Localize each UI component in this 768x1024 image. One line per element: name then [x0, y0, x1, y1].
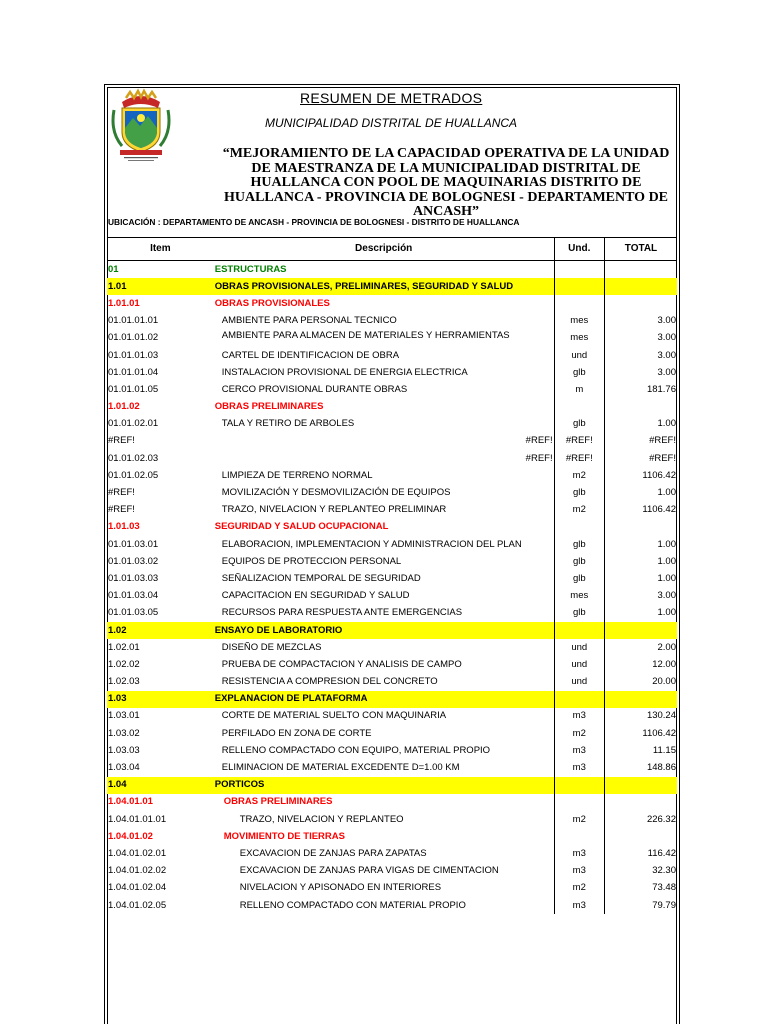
- cell-total: 1106.42: [642, 469, 676, 481]
- cell-unit: [554, 295, 604, 312]
- table-row: [107, 278, 677, 295]
- cell-unit: m3: [554, 863, 604, 880]
- table-row: [107, 467, 677, 484]
- cell-description: EQUIPOS DE PROTECCION PERSONAL: [221, 555, 402, 567]
- cell-item: 1.03: [107, 691, 214, 708]
- cell-item: #REF!: [108, 504, 135, 516]
- cell-unit: glb: [554, 484, 604, 501]
- cell-total: [604, 777, 677, 794]
- cell-total: 1106.42: [642, 727, 676, 739]
- cell-unit: [554, 278, 604, 295]
- cell-item: 01.01.02.03: [108, 452, 159, 464]
- cell-description: RECURSOS PARA RESPUESTA ANTE EMERGENCIAS: [221, 607, 463, 619]
- table-row: [107, 433, 677, 450]
- cell-description: MOVILIZACIÓN Y DESMOVILIZACIÓN DE EQUIPOS: [221, 487, 451, 499]
- cell-total: 1.00: [657, 572, 676, 584]
- table-row: [107, 845, 677, 862]
- cell-item: 01.01.03.02: [108, 555, 159, 567]
- cell-total: 79.79: [652, 899, 676, 911]
- cell-description: OBRAS PROVISIONALES: [214, 297, 330, 309]
- table-row: [107, 674, 677, 691]
- cell-unit: m3: [554, 708, 604, 725]
- cell-item: 1.04.01.01.01: [108, 813, 167, 825]
- cell-item: 1.01: [107, 278, 214, 295]
- cell-item: #REF!: [108, 487, 135, 499]
- cell-unit: [554, 828, 604, 845]
- cell-total: 3.00: [657, 315, 676, 327]
- cell-item: 01.01.01.01: [108, 315, 159, 327]
- table-row: [107, 261, 677, 279]
- cell-unit: glb: [554, 570, 604, 587]
- cell-description: SEÑALIZACION TEMPORAL DE SEGURIDAD: [221, 572, 421, 584]
- cell-total: 1106.42: [642, 504, 676, 516]
- cell-unit: und: [554, 656, 604, 673]
- cell-item: 1.02: [107, 622, 214, 639]
- cell-description: TALA Y RETIRO DE ARBOLES: [221, 418, 355, 430]
- cell-description: SEGURIDAD Y SALUD OCUPACIONAL: [214, 521, 389, 533]
- table-row: [107, 639, 677, 656]
- table-row: [107, 777, 677, 794]
- cell-total: [604, 622, 677, 639]
- table-row: [107, 313, 677, 330]
- cell-description: ELABORACION, IMPLEMENTACION Y ADMINISTRACION DEL PLAN: [221, 538, 522, 550]
- cell-description: #REF!: [525, 435, 553, 447]
- cell-total: 73.48: [652, 882, 676, 894]
- cell-item: 1.04.01.02.05: [108, 899, 167, 911]
- cell-total: 11.15: [652, 744, 676, 756]
- cell-total: 130.24: [646, 710, 676, 722]
- cell-unit: m3: [554, 742, 604, 759]
- cell-total: #REF!: [649, 452, 676, 464]
- cell-item: 01.01.02.05: [108, 469, 159, 481]
- column-header-und: Und.: [554, 238, 604, 261]
- document-title: RESUMEN DE METRADOS: [300, 90, 483, 106]
- cell-total: [604, 399, 677, 416]
- cell-description: PORTICOS: [214, 777, 554, 794]
- cell-unit: [554, 622, 604, 639]
- cell-description: LIMPIEZA DE TERRENO NORMAL: [221, 469, 373, 481]
- cell-description: RELLENO COMPACTADO CON EQUIPO, MATERIAL PROPIO: [221, 744, 491, 756]
- cell-item: 1.02.01: [108, 641, 140, 653]
- cell-unit: m3: [554, 897, 604, 914]
- cell-total: 3.00: [657, 366, 676, 378]
- cell-unit: und: [554, 639, 604, 656]
- cell-total: 20.00: [652, 676, 676, 688]
- cell-total: 3.00: [657, 590, 676, 602]
- cell-unit: glb: [554, 416, 604, 433]
- cell-description: ELIMINACION DE MATERIAL EXCEDENTE D=1.00 KM: [221, 762, 460, 774]
- cell-total: #REF!: [649, 435, 676, 447]
- cell-total: [604, 261, 677, 279]
- cell-unit: #REF!: [554, 433, 604, 450]
- cell-description: AMBIENTE PARA PERSONAL TECNICO: [221, 315, 397, 327]
- cell-item: 01.01.03.03: [108, 572, 159, 584]
- cell-total: 3.00: [657, 349, 676, 361]
- cell-unit: m2: [554, 880, 604, 897]
- table-row: [107, 347, 677, 364]
- cell-description: RELLENO COMPACTADO CON MATERIAL PROPIO: [239, 899, 466, 911]
- cell-total: 1.00: [657, 555, 676, 567]
- table-row: [107, 811, 677, 828]
- cell-description: RESISTENCIA A COMPRESION DEL CONCRETO: [221, 676, 438, 688]
- cell-item: 01.01.01.04: [108, 366, 159, 378]
- cell-unit: [554, 261, 604, 279]
- table-row: [107, 536, 677, 553]
- cell-description: AMBIENTE PARA ALMACEN DE MATERIALES Y HERRAMIENTAS: [221, 329, 510, 341]
- cell-total: 32.30: [652, 865, 676, 877]
- cell-description: OBRAS PRELIMINARES: [223, 796, 333, 808]
- cell-unit: [554, 691, 604, 708]
- cell-total: [604, 278, 677, 295]
- cell-unit: [554, 794, 604, 811]
- cell-total: 1.00: [657, 607, 676, 619]
- cell-unit: glb: [554, 553, 604, 570]
- table-row: [107, 553, 677, 570]
- cell-unit: m2: [554, 811, 604, 828]
- cell-unit: glb: [554, 364, 604, 381]
- cell-total: [604, 794, 677, 811]
- cell-total: 226.32: [646, 813, 676, 825]
- cell-item: #REF!: [108, 435, 135, 447]
- table-row: [107, 742, 677, 759]
- cell-total: 1.00: [657, 487, 676, 499]
- cell-unit: m3: [554, 759, 604, 776]
- table-row: [107, 450, 677, 467]
- table-row: [107, 708, 677, 725]
- cell-description: INSTALACION PROVISIONAL DE ENERGIA ELECTRICA: [221, 366, 468, 378]
- table-row: [107, 828, 677, 845]
- cell-item: 1.01.01: [108, 297, 140, 309]
- cell-item: 1.04.01.01: [108, 796, 153, 808]
- table-row: [107, 880, 677, 897]
- cell-item: 01: [108, 263, 119, 275]
- cell-description: #REF!: [525, 452, 553, 464]
- cell-total: 3.00: [657, 332, 676, 344]
- cell-description: CAPACITACION EN SEGURIDAD Y SALUD: [221, 590, 410, 602]
- cell-description: OBRAS PRELIMINARES: [214, 401, 324, 413]
- table-row: [107, 381, 677, 398]
- cell-description: EXCAVACION DE ZANJAS PARA VIGAS DE CIMENTACION: [239, 865, 499, 877]
- cell-item: 1.04.01.02: [108, 830, 153, 842]
- cell-item: 1.04.01.02.04: [108, 882, 167, 894]
- cell-item: 1.04: [107, 777, 214, 794]
- table-header-row: [107, 238, 677, 261]
- table-row: [107, 588, 677, 605]
- cell-unit: m3: [554, 845, 604, 862]
- cell-item: 1.02.03: [108, 676, 140, 688]
- cell-description: EXPLANACION DE PLATAFORMA: [214, 691, 554, 708]
- municipal-coat-of-arms-icon: [108, 88, 174, 168]
- cell-description: PRUEBA DE COMPACTACION Y ANALISIS DE CAMPO: [221, 658, 462, 670]
- cell-description: DISEÑO DE MEZCLAS: [221, 641, 322, 653]
- cell-description: MOVIMIENTO DE TIERRAS: [223, 830, 345, 842]
- table-row: [107, 399, 677, 416]
- table-row: [107, 364, 677, 381]
- column-header-total: TOTAL: [604, 238, 677, 261]
- cell-total: [604, 519, 677, 536]
- cell-unit: und: [554, 347, 604, 364]
- table-row: [107, 691, 677, 708]
- table-row: [107, 484, 677, 501]
- cell-description: NIVELACION Y APISONADO EN INTERIORES: [239, 882, 442, 894]
- cell-description: ENSAYO DE LABORATORIO: [214, 622, 554, 639]
- table-row: [107, 863, 677, 880]
- cell-item: 01.01.03.04: [108, 590, 159, 602]
- cell-item: 1.04.01.02.01: [108, 847, 167, 859]
- location-line: UBICACIÓN : DEPARTAMENTO DE ANCASH - PROVINCIA DE BOLOGNESI - DISTRITO DE HUALLANCA: [108, 217, 520, 227]
- cell-item: 1.04.01.02.02: [108, 865, 167, 877]
- cell-item: 01.01.03.01: [108, 538, 159, 550]
- cell-description: CARTEL DE IDENTIFICACION DE OBRA: [221, 349, 400, 361]
- cell-total: 12.00: [652, 658, 676, 670]
- cell-description: EXCAVACION DE ZANJAS PARA ZAPATAS: [239, 847, 427, 859]
- cell-description: TRAZO, NIVELACION Y REPLANTEO PRELIMINAR: [221, 504, 447, 516]
- cell-unit: glb: [554, 605, 604, 622]
- cell-item: 01.01.02.01: [108, 418, 159, 430]
- cell-unit: mes: [554, 330, 604, 347]
- cell-item: 1.02.02: [108, 658, 140, 670]
- cell-item: 1.01.02: [108, 401, 140, 413]
- cell-description: CERCO PROVISIONAL DURANTE OBRAS: [221, 383, 408, 395]
- cell-description: CORTE DE MATERIAL SUELTO CON MAQUINARIA: [221, 710, 447, 722]
- cell-total: [604, 691, 677, 708]
- cell-unit: [554, 519, 604, 536]
- cell-total: [604, 828, 677, 845]
- table-row: [107, 570, 677, 587]
- cell-unit: und: [554, 674, 604, 691]
- table-row: [107, 656, 677, 673]
- cell-item: 01.01.01.05: [108, 383, 159, 395]
- table-row: [107, 519, 677, 536]
- cell-description: TRAZO, NIVELACION Y REPLANTEO: [239, 813, 404, 825]
- cell-description: PERFILADO EN ZONA DE CORTE: [221, 727, 372, 739]
- cell-unit: mes: [554, 588, 604, 605]
- cell-unit: m: [554, 381, 604, 398]
- cell-description: OBRAS PROVISIONALES, PRELIMINARES, SEGURIDAD Y SALUD: [214, 278, 554, 295]
- cell-description: ESTRUCTURAS: [214, 263, 287, 275]
- cell-unit: m2: [554, 725, 604, 742]
- table-row: [107, 330, 677, 347]
- cell-total: 1.00: [657, 418, 676, 430]
- cell-total: 1.00: [657, 538, 676, 550]
- municipality-subtitle: MUNICIPALIDAD DISTRITAL DE HUALLANCA: [265, 116, 518, 130]
- project-title: “MEJORAMIENTO DE LA CAPACIDAD OPERATIVA DE LA UNIDAD DE MAESTRANZA DE LA MUNICIPALIDAD DISTRITAL DE HUALLANCA CON POOL DE MAQUINARIAS DISTRITO DE HUALLANCA - PROVINCIA DE BOLOGNESI - DEPARTAMENTO DE ANCASH”: [222, 146, 670, 219]
- cell-total: 116.42: [647, 847, 676, 859]
- table-row: [107, 622, 677, 639]
- table-row: [107, 759, 677, 776]
- metrados-table: [107, 237, 677, 914]
- table-row: [107, 725, 677, 742]
- cell-unit: m2: [554, 502, 604, 519]
- table-row: [107, 502, 677, 519]
- table-row: [107, 416, 677, 433]
- cell-total: 2.00: [657, 641, 676, 653]
- table-row: [107, 605, 677, 622]
- cell-unit: glb: [554, 536, 604, 553]
- cell-item: 1.03.04: [108, 762, 140, 774]
- cell-unit: [554, 399, 604, 416]
- cell-total: 181.76: [646, 383, 676, 395]
- cell-total: [604, 295, 677, 312]
- cell-item: 1.03.02: [108, 727, 140, 739]
- cell-item: 01.01.01.03: [108, 349, 159, 361]
- cell-item: 1.01.03: [108, 521, 140, 533]
- table-body: [107, 261, 677, 915]
- column-header-descripcion: Descripción: [214, 238, 554, 261]
- cell-item: 01.01.03.05: [108, 607, 159, 619]
- table-row: [107, 295, 677, 312]
- cell-item: 1.03.03: [108, 744, 140, 756]
- cell-unit: m2: [554, 467, 604, 484]
- table-row: [107, 794, 677, 811]
- table-row: [107, 897, 677, 914]
- cell-item: 01.01.01.02: [108, 332, 159, 344]
- cell-total: 148.86: [646, 762, 676, 774]
- cell-unit: mes: [554, 313, 604, 330]
- cell-item: 1.03.01: [108, 710, 140, 722]
- cell-unit: #REF!: [554, 450, 604, 467]
- column-header-item: Item: [107, 238, 214, 261]
- cell-unit: [554, 777, 604, 794]
